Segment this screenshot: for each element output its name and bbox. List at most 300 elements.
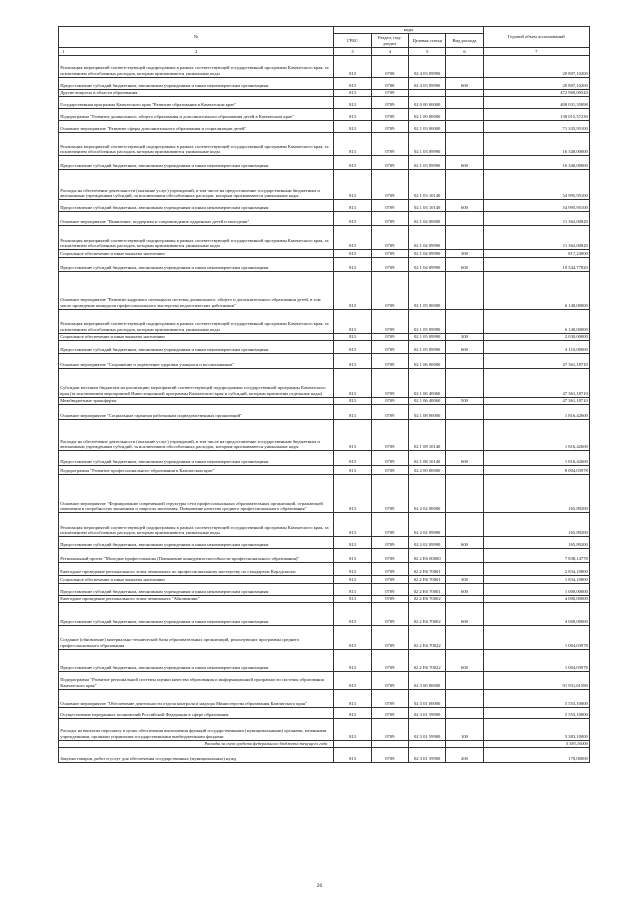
row-grbs: 813 bbox=[334, 55, 371, 77]
row-kind bbox=[446, 690, 483, 708]
row-target: 02 1 06 00000 bbox=[409, 353, 446, 368]
row-amount: 10 544,77820 bbox=[483, 257, 589, 271]
column-number-4: 4 bbox=[371, 48, 408, 55]
row-section: 0709 bbox=[371, 549, 408, 563]
row-name: Основное мероприятие "Развитие кадрового потенциала системы дошкольного, общего и дополнительного образования детей, в том числе проведение конкурсов профессионального мастерства педагогических работников" bbox=[59, 271, 334, 309]
row-section: 0709 bbox=[371, 309, 408, 333]
row-kind: 300 bbox=[446, 333, 483, 340]
row-name: Осуществление переданных полномочий Российской Федерации в сфере образования bbox=[59, 708, 334, 719]
table-row bbox=[59, 77, 590, 89]
row-amount: 16 340,00000 bbox=[483, 133, 589, 156]
row-target bbox=[409, 741, 446, 748]
row-name: Другие вопросы в области образования bbox=[59, 89, 334, 96]
row-name: Предоставление субсидий бюджетным, автономным учреждениям и иным некоммерческим организациям bbox=[59, 650, 334, 672]
row-name: Социальное обеспечение и иные выплаты населению bbox=[59, 576, 334, 583]
row-kind bbox=[446, 109, 483, 121]
row-grbs: 813 bbox=[334, 549, 371, 563]
row-grbs: 813 bbox=[334, 109, 371, 121]
row-name: Подпрограмма "Развитие профессионального образования в Камчатском крае" bbox=[59, 466, 334, 475]
row-amount: 1 004,03978 bbox=[483, 626, 589, 650]
row-target: 02 2 E6 00000 bbox=[409, 549, 446, 563]
row-target: 02 2 02 09990 bbox=[409, 513, 446, 537]
column-number-row bbox=[59, 48, 590, 55]
row-section: 0709 bbox=[371, 595, 408, 602]
column-number-2: 2 bbox=[195, 48, 198, 54]
row-grbs: 813 bbox=[334, 708, 371, 719]
row-kind: 600 bbox=[446, 650, 483, 672]
row-name: Основное мероприятие "Социальные гарантии работникам подведомственных организаций" bbox=[59, 405, 334, 420]
row-section: 0709 bbox=[371, 89, 408, 96]
table-row bbox=[59, 748, 590, 763]
row-section: 0709 bbox=[371, 200, 408, 212]
row-grbs: 813 bbox=[334, 133, 371, 156]
row-kind bbox=[446, 353, 483, 368]
row-grbs: 813 bbox=[334, 257, 371, 271]
row-name: Государственная программа Камчатского края "Развитие образования в Камчатском крае" bbox=[59, 97, 334, 109]
row-name: Реализация мероприятий соответствующей подпрограммы в рамках соответствующей государственной программы Камчатского края, за исключением обособленных расходов, которым присваиваются уникальные коды bbox=[59, 133, 334, 156]
row-kind bbox=[446, 420, 483, 451]
row-target: 02 3 01 00000 bbox=[409, 690, 446, 708]
table-row bbox=[59, 368, 590, 397]
row-amount: 165,89200 bbox=[483, 475, 589, 513]
row-grbs: 813 bbox=[334, 583, 371, 595]
table-row bbox=[59, 451, 590, 466]
row-target: 02 1 03 09990 bbox=[409, 133, 446, 156]
row-kind: 500 bbox=[446, 397, 483, 404]
column-number-6: 6 bbox=[446, 48, 483, 55]
row-target: 02 1 05 09990 bbox=[409, 333, 446, 340]
row-section: 0709 bbox=[371, 405, 408, 420]
row-grbs: 813 bbox=[334, 537, 371, 549]
row-kind bbox=[446, 271, 483, 309]
row-amount: 71 335,95100 bbox=[483, 121, 589, 133]
row-name: Реализация мероприятий соответствующей подпрограммы в рамках соответствующей государственной программы Камчатского края, за исключением обособленных расходов, которым присваиваются уникальные коды bbox=[59, 309, 334, 333]
row-grbs: 813 bbox=[334, 309, 371, 333]
row-target: 02 2 E6 70002 bbox=[409, 603, 446, 626]
row-section: 0709 bbox=[371, 156, 408, 170]
row-amount: 54 995,95100 bbox=[483, 170, 589, 200]
row-grbs: 813 bbox=[334, 89, 371, 96]
row-section: 0709 bbox=[371, 650, 408, 672]
row-grbs: 813 bbox=[334, 156, 371, 170]
row-target: 02 1 04 09990 bbox=[409, 257, 446, 271]
row-name: Ежегодное проведение регионального этапа чемпионата по профессиональному мастерству по стандартам Ворлдскиллс bbox=[59, 563, 334, 576]
row-section: 0709 bbox=[371, 513, 408, 537]
row-target: 02 2 E6 70002 bbox=[409, 595, 446, 602]
row-grbs: 813 bbox=[334, 97, 371, 109]
table-row bbox=[59, 513, 590, 537]
row-amount: 16 340,00000 bbox=[483, 156, 589, 170]
row-name: Предоставление субсидий бюджетным, автономным учреждениям и иным некоммерческим организациям bbox=[59, 583, 334, 595]
row-amount: 5 383,10000 bbox=[483, 719, 589, 741]
row-section: 0709 bbox=[371, 333, 408, 340]
row-target: 02 3 01 59900 bbox=[409, 748, 446, 763]
row-name: Предоставление субсидий бюджетным, автономным учреждениям и иным некоммерческим организациям bbox=[59, 340, 334, 353]
row-amount: 5 553,10000 bbox=[483, 708, 589, 719]
column-number-5: 5 bbox=[409, 48, 446, 55]
header-annual-volume: Годовой объем ассигнований bbox=[483, 27, 589, 48]
row-target: 02 1 08 10140 bbox=[409, 451, 446, 466]
row-grbs: 813 bbox=[334, 77, 371, 89]
row-target: 02 1 06 40060 bbox=[409, 368, 446, 397]
row-target: 02 2 02 09990 bbox=[409, 537, 446, 549]
row-section: 0709 bbox=[371, 576, 408, 583]
row-target: 02 1 04 09990 bbox=[409, 226, 446, 250]
row-amount: 5 553,10000 bbox=[483, 690, 589, 708]
row-amount: 7 838,14778 bbox=[483, 549, 589, 563]
table-row bbox=[59, 672, 590, 690]
row-grbs: 813 bbox=[334, 405, 371, 420]
table-row bbox=[59, 340, 590, 353]
row-name: Создание (обновление) материально-технической базы образовательных организаций, реализующих программы среднего профессионального образования bbox=[59, 626, 334, 650]
row-target: 02 1 08 10140 bbox=[409, 420, 446, 451]
row-name: Предоставление субсидий бюджетным, автономным учреждениям и иным некоммерческим организациям bbox=[59, 257, 334, 271]
row-target: 02 1 00 00000 bbox=[409, 109, 446, 121]
row-amount: 6 140,00000 bbox=[483, 271, 589, 309]
table-row bbox=[59, 271, 590, 309]
row-section: 0709 bbox=[371, 340, 408, 353]
row-kind bbox=[446, 672, 483, 690]
row-name: Расходы на обеспечение деятельности (оказание услуг) учреждений, в том числе на предоставление государственным бюджетным и автономным учреждениям субсидий, за исключением обособленных расходов, которым присваиваются уникальные коды bbox=[59, 420, 334, 451]
table-row bbox=[59, 89, 590, 96]
row-grbs: 813 bbox=[334, 170, 371, 200]
row-kind: 100 bbox=[446, 719, 483, 741]
table-row bbox=[59, 690, 590, 708]
row-name: Подпрограмма "Развитие дошкольного, общего образования и дополнительного образования детей в Камчатском крае" bbox=[59, 109, 334, 121]
row-kind bbox=[446, 133, 483, 156]
row-grbs: 813 bbox=[334, 397, 371, 404]
table-row bbox=[59, 226, 590, 250]
row-amount: 20 807,10200 bbox=[483, 77, 589, 89]
row-target: 02 2 E6 70022 bbox=[409, 626, 446, 650]
row-name: Закупка товаров, работ и услуг для обеспечения государственных (муниципальных) нужд bbox=[59, 748, 334, 763]
row-section: 0709 bbox=[371, 603, 408, 626]
row-amount: 54 995,95100 bbox=[483, 200, 589, 212]
row-amount: 408 031,35098 bbox=[483, 97, 589, 109]
table-row bbox=[59, 719, 590, 741]
row-kind bbox=[446, 405, 483, 420]
row-section: 0709 bbox=[371, 353, 408, 368]
table-row bbox=[59, 156, 590, 170]
row-grbs: 813 bbox=[334, 420, 371, 451]
row-kind: 300 bbox=[446, 250, 483, 257]
row-kind: 600 bbox=[446, 257, 483, 271]
row-amount: 47 361,18710 bbox=[483, 397, 589, 404]
row-kind bbox=[446, 55, 483, 77]
row-target: 02 1 03 10140 bbox=[409, 170, 446, 200]
row-kind bbox=[446, 368, 483, 397]
row-section: 0709 bbox=[371, 748, 408, 763]
header-kind: Вид расхода bbox=[446, 34, 483, 48]
row-kind: 300 bbox=[446, 576, 483, 583]
table-row bbox=[59, 309, 590, 333]
row-target: 02 2 E6 70001 bbox=[409, 563, 446, 576]
table-row bbox=[59, 257, 590, 271]
header-codes: коды bbox=[334, 27, 483, 34]
row-target: 02 1 04 09990 bbox=[409, 250, 446, 257]
row-amount: 165,89200 bbox=[483, 537, 589, 549]
row-amount: 165,89200 bbox=[483, 513, 589, 537]
row-grbs: 813 bbox=[334, 466, 371, 475]
table-row bbox=[59, 250, 590, 257]
row-kind bbox=[446, 309, 483, 333]
row-amount: 6 140,00000 bbox=[483, 309, 589, 333]
row-grbs: 813 bbox=[334, 576, 371, 583]
table-row bbox=[59, 475, 590, 513]
column-number-1-2 bbox=[59, 48, 334, 55]
row-section: 0708 bbox=[371, 55, 408, 77]
table-row bbox=[59, 405, 590, 420]
row-section: 0709 bbox=[371, 271, 408, 309]
row-section: 0709 bbox=[371, 170, 408, 200]
row-amount: 11 362,00820 bbox=[483, 212, 589, 226]
row-name: Предоставление субсидий бюджетным, автономным учреждениям и иным некоммерческим организациям bbox=[59, 603, 334, 626]
row-kind bbox=[446, 121, 483, 133]
row-name: Предоставление субсидий бюджетным, автономным учреждениям и иным некоммерческим организациям bbox=[59, 200, 334, 212]
row-amount: 5 383,10000 bbox=[483, 741, 589, 748]
row-grbs: 813 bbox=[334, 353, 371, 368]
row-grbs: 813 bbox=[334, 475, 371, 513]
row-grbs: 813 bbox=[334, 650, 371, 672]
row-kind bbox=[446, 97, 483, 109]
row-grbs bbox=[334, 741, 371, 748]
row-target: 02 3 00 00000 bbox=[409, 672, 446, 690]
table-row bbox=[59, 708, 590, 719]
row-amount: 20 807,10200 bbox=[483, 55, 589, 77]
table-row bbox=[59, 97, 590, 109]
row-target: 02 4 03 09990 bbox=[409, 55, 446, 77]
row-target: 02 1 03 00000 bbox=[409, 121, 446, 133]
row-section: 0709 bbox=[371, 97, 408, 109]
table-row bbox=[59, 109, 590, 121]
table-row bbox=[59, 549, 590, 563]
row-kind: 600 bbox=[446, 603, 483, 626]
row-kind bbox=[446, 475, 483, 513]
table-row bbox=[59, 626, 590, 650]
row-amount: 472 969,00544 bbox=[483, 89, 589, 96]
row-amount: 817,23000 bbox=[483, 250, 589, 257]
row-target: 02 3 01 59900 bbox=[409, 708, 446, 719]
row-kind bbox=[446, 466, 483, 475]
header-section: Раздел, под- раздел bbox=[371, 34, 408, 48]
row-target: 02 0 00 00000 bbox=[409, 97, 446, 109]
row-amount: 2 834,10800 bbox=[483, 563, 589, 576]
row-grbs: 813 bbox=[334, 603, 371, 626]
row-grbs: 813 bbox=[334, 333, 371, 340]
row-section: 0709 bbox=[371, 121, 408, 133]
row-name: Социальное обеспечение и иные выплаты населению bbox=[59, 333, 334, 340]
row-grbs: 813 bbox=[334, 719, 371, 741]
row-section: 0709 bbox=[371, 451, 408, 466]
budget-sheet bbox=[58, 26, 590, 763]
row-section: 0709 bbox=[371, 475, 408, 513]
row-grbs: 813 bbox=[334, 212, 371, 226]
table-row bbox=[59, 200, 590, 212]
row-kind bbox=[446, 212, 483, 226]
table-row bbox=[59, 333, 590, 340]
row-name: Региональный проект "Молодые профессионалы (Повышение конкурентоспособности профессионального образования)" bbox=[59, 549, 334, 563]
row-kind bbox=[446, 563, 483, 576]
table-row bbox=[59, 55, 590, 77]
row-kind bbox=[446, 626, 483, 650]
row-section: 0709 bbox=[371, 583, 408, 595]
row-name: Расходы за счет средств федерального бюджета текущего года bbox=[59, 741, 334, 748]
row-section: 0709 bbox=[371, 212, 408, 226]
row-section: 0708 bbox=[371, 77, 408, 89]
row-target: 02 2 E6 70001 bbox=[409, 583, 446, 595]
row-target: 02 2 02 00000 bbox=[409, 475, 446, 513]
row-target: 02 2 00 00000 bbox=[409, 466, 446, 475]
row-kind: 600 bbox=[446, 340, 483, 353]
row-target: 02 2 E6 70001 bbox=[409, 576, 446, 583]
table-row bbox=[59, 576, 590, 583]
row-target: 02 3 01 59900 bbox=[409, 719, 446, 741]
row-amount: 138 015,57230 bbox=[483, 109, 589, 121]
row-grbs: 813 bbox=[334, 748, 371, 763]
row-name: Основное мероприятие "Формирование современной структуры сети профессиональных образовательных организаций, отражающей изменения в потребностях экономики и запросах населения. Повышение качества среднего профессионального образования" bbox=[59, 475, 334, 513]
row-section: 0709 bbox=[371, 690, 408, 708]
row-kind: 600 bbox=[446, 451, 483, 466]
row-grbs: 813 bbox=[334, 271, 371, 309]
row-target: 02 1 03 10140 bbox=[409, 200, 446, 212]
column-number-1: 1 bbox=[62, 48, 65, 54]
row-target: 02 4 03 09990 bbox=[409, 77, 446, 89]
table-row bbox=[59, 170, 590, 200]
row-section: 0709 bbox=[371, 626, 408, 650]
table-row bbox=[59, 121, 590, 133]
row-name: Субсидии местным бюджетам на реализацию мероприятий соответствующей подпрограммы государственной программы Камчатского края (за исключением мероприятий Инвестиционной программы Камчатского края и субсидий, которым присвоены отдельные коды) bbox=[59, 368, 334, 397]
page-number: 26 bbox=[316, 883, 323, 889]
row-name: Реализация мероприятий соответствующей подпрограммы в рамках соответствующей государственной программы Камчатского края, за исключением обособленных расходов, которым присваиваются уникальные коды bbox=[59, 226, 334, 250]
row-amount: 1 816,42600 bbox=[483, 420, 589, 451]
row-kind: 600 bbox=[446, 77, 483, 89]
row-name: Межбюджетные трансферты bbox=[59, 397, 334, 404]
row-grbs: 813 bbox=[334, 690, 371, 708]
row-grbs: 813 bbox=[334, 672, 371, 690]
row-section: 0709 bbox=[371, 466, 408, 475]
row-target: 02 2 E6 70022 bbox=[409, 650, 446, 672]
row-target: 02 1 03 09990 bbox=[409, 156, 446, 170]
row-kind bbox=[446, 170, 483, 200]
row-section: 0709 bbox=[371, 719, 408, 741]
row-target: 02 1 05 09990 bbox=[409, 309, 446, 333]
row-amount: 1 004,03978 bbox=[483, 650, 589, 672]
row-kind bbox=[446, 708, 483, 719]
row-section: 0709 bbox=[371, 420, 408, 451]
table-row bbox=[59, 353, 590, 368]
row-amount: 8 004,03978 bbox=[483, 466, 589, 475]
row-amount: 1 816,42600 bbox=[483, 405, 589, 420]
row-grbs: 813 bbox=[334, 250, 371, 257]
table-row bbox=[59, 563, 590, 576]
row-name: Основное мероприятие "Развитие сферы дополнительного образования и социализации детей" bbox=[59, 121, 334, 133]
row-target: 02 1 08 00000 bbox=[409, 405, 446, 420]
table-row bbox=[59, 420, 590, 451]
row-grbs: 813 bbox=[334, 340, 371, 353]
table-row bbox=[59, 133, 590, 156]
row-target: 02 1 04 00000 bbox=[409, 212, 446, 226]
row-section: 0709 bbox=[371, 250, 408, 257]
table-row bbox=[59, 583, 590, 595]
row-amount: 1 834,10800 bbox=[483, 576, 589, 583]
row-target: 02 1 05 00000 bbox=[409, 271, 446, 309]
column-number-3: 3 bbox=[334, 48, 371, 55]
header-num: № bbox=[59, 27, 334, 48]
row-amount: 1 816,42600 bbox=[483, 451, 589, 466]
row-grbs: 813 bbox=[334, 451, 371, 466]
table-row bbox=[59, 650, 590, 672]
row-grbs: 813 bbox=[334, 595, 371, 602]
row-section: 0709 bbox=[371, 563, 408, 576]
budget-table bbox=[58, 26, 590, 763]
row-grbs: 813 bbox=[334, 626, 371, 650]
row-amount: 1 000,00000 bbox=[483, 583, 589, 595]
row-name: Подпрограмма "Развитие региональной системы оценки качества образования и информационной прозрачности системы образования Камчатского края" bbox=[59, 672, 334, 690]
header-grbs: ГРБС bbox=[334, 34, 371, 48]
row-name: Основное мероприятие "Обеспечение деятельности отдела контроля и надзора Министерства образования Камчатского края" bbox=[59, 690, 334, 708]
row-kind bbox=[446, 549, 483, 563]
row-target bbox=[409, 89, 446, 96]
row-section: 0709 bbox=[371, 672, 408, 690]
row-kind bbox=[446, 89, 483, 96]
row-target: 02 1 06 40060 bbox=[409, 397, 446, 404]
row-amount: 4 110,00000 bbox=[483, 340, 589, 353]
row-name: Предоставление субсидий бюджетным, автономным учреждениям и иным некоммерческим организациям bbox=[59, 451, 334, 466]
table-note-row bbox=[59, 741, 590, 748]
row-name: Реализация мероприятий соответствующей подпрограммы в рамках соответствующей государственной программы Камчатского края, за исключением обособленных расходов, которым присваиваются уникальные коды bbox=[59, 513, 334, 537]
header-target: Целевая статья bbox=[409, 34, 446, 48]
row-section: 0709 bbox=[371, 708, 408, 719]
row-grbs: 813 bbox=[334, 121, 371, 133]
row-amount: 170,00000 bbox=[483, 748, 589, 763]
row-grbs: 813 bbox=[334, 226, 371, 250]
row-target: 02 1 05 09990 bbox=[409, 340, 446, 353]
row-name: Социальное обеспечение и иные выплаты населению bbox=[59, 250, 334, 257]
row-name: Основное мероприятие "Сохранение и укрепление здоровья учащихся и воспитанников" bbox=[59, 353, 334, 368]
row-name: Реализация мероприятий соответствующей подпрограммы в рамках соответствующей государственной программы Камчатского края, за исключением обособленных расходов, которым присваиваются уникальные коды bbox=[59, 55, 334, 77]
row-section: 0709 bbox=[371, 109, 408, 121]
row-amount: 4 000,00000 bbox=[483, 603, 589, 626]
row-amount: 11 362,00820 bbox=[483, 226, 589, 250]
row-amount: 2 030,00000 bbox=[483, 333, 589, 340]
row-kind bbox=[446, 595, 483, 602]
row-grbs: 813 bbox=[334, 200, 371, 212]
row-section: 0709 bbox=[371, 226, 408, 250]
table-row bbox=[59, 397, 590, 404]
row-name: Расходы на обеспечение деятельности (оказание услуг) учреждений, в том числе на предоставление государственным бюджетным и автономным учреждениям субсидий, за исключением обособленных расходов, которым присваиваются уникальные коды bbox=[59, 170, 334, 200]
row-amount: 47 361,18710 bbox=[483, 368, 589, 397]
row-section: 0709 bbox=[371, 257, 408, 271]
row-kind bbox=[446, 226, 483, 250]
row-section: 0709 bbox=[371, 133, 408, 156]
row-kind: 200 bbox=[446, 748, 483, 763]
column-number-7: 7 bbox=[483, 48, 589, 55]
row-kind: 600 bbox=[446, 537, 483, 549]
row-kind bbox=[446, 513, 483, 537]
row-section bbox=[371, 741, 408, 748]
row-section: 0709 bbox=[371, 368, 408, 397]
row-grbs: 813 bbox=[334, 563, 371, 576]
row-kind: 600 bbox=[446, 583, 483, 595]
row-name: Основное мероприятие "Выявление, поддержка и сопровождение одаренных детей и молодежи" bbox=[59, 212, 334, 226]
table-row bbox=[59, 537, 590, 549]
row-grbs: 813 bbox=[334, 368, 371, 397]
row-section: 0709 bbox=[371, 397, 408, 404]
row-kind: 600 bbox=[446, 156, 483, 170]
table-row bbox=[59, 466, 590, 475]
row-name: Ежегодное проведение регионального этапа чемпионата "Абилимпикс" bbox=[59, 595, 334, 602]
row-name: Предоставление субсидий бюджетным, автономным учреждениям и иным некоммерческим организациям bbox=[59, 156, 334, 170]
